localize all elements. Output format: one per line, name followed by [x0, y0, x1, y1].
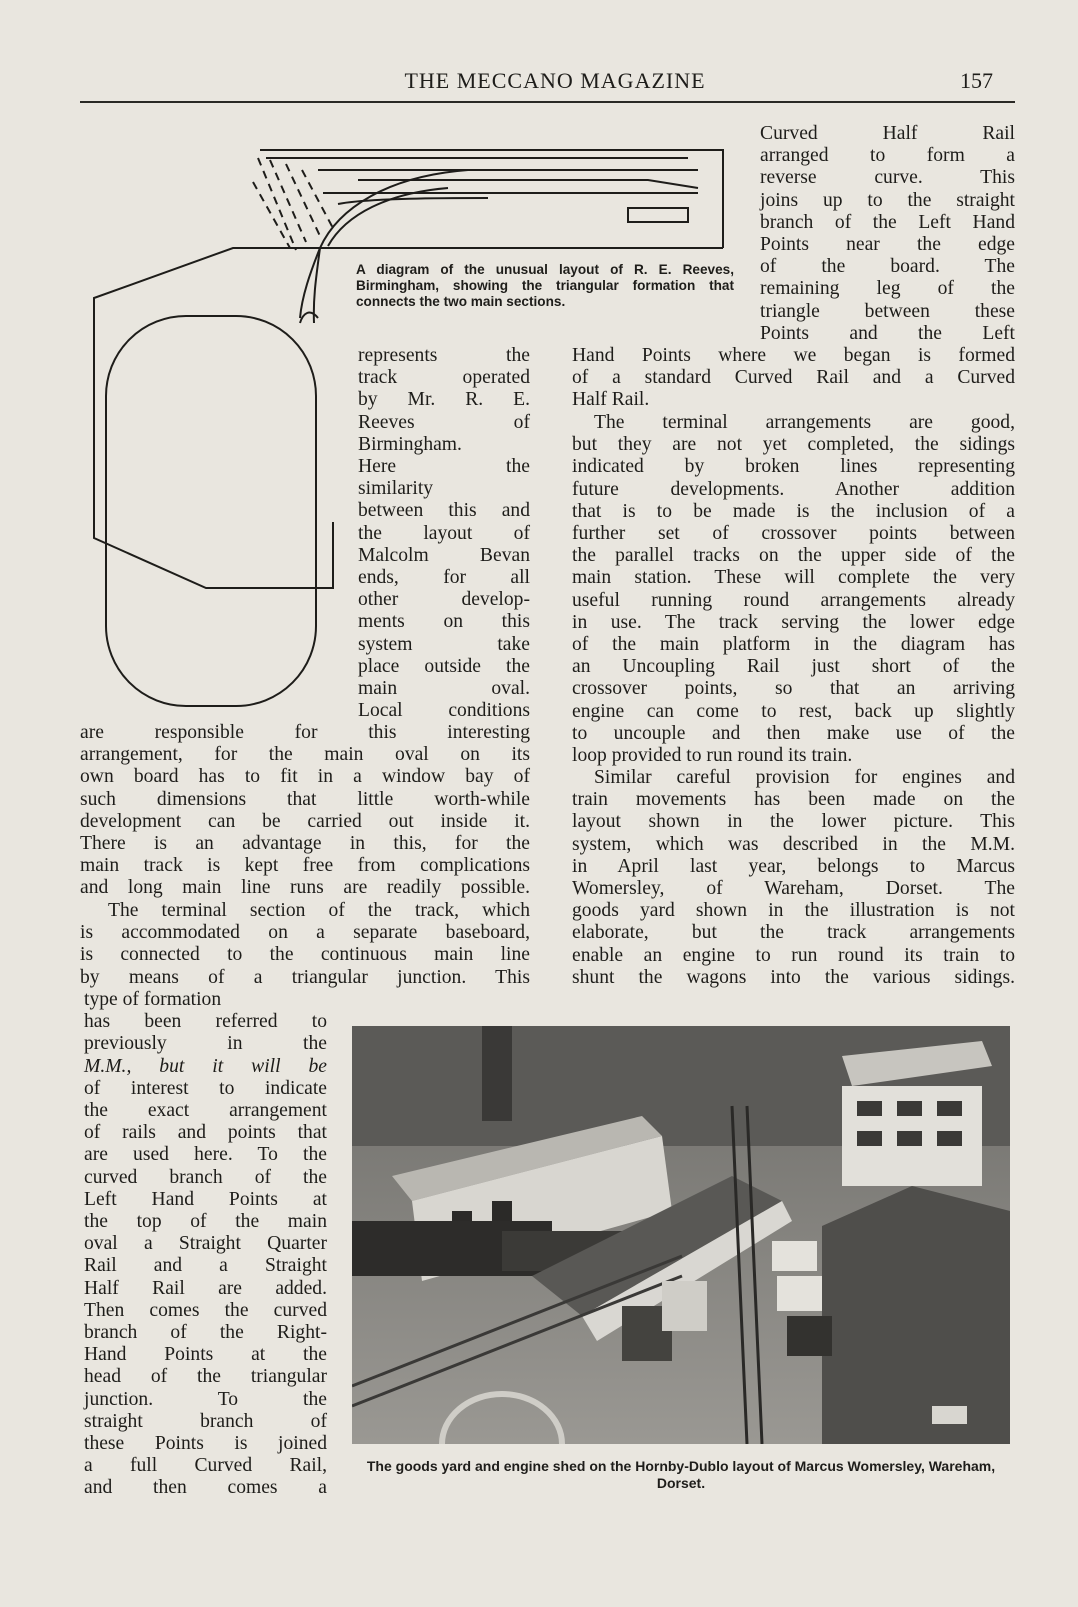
text-line: of interest to indicate	[84, 1077, 327, 1099]
approach-curve-2	[328, 188, 448, 246]
text-line: Hand Points where we began is formed	[572, 345, 1015, 366]
text-line: Here the	[358, 456, 530, 478]
text-line: Reeves of	[358, 411, 530, 433]
text-line: Points near the edge	[760, 234, 1015, 256]
text-line: The terminal section of the track, which	[108, 900, 530, 921]
text-line: Local conditions	[358, 700, 530, 722]
left-paragraph-1	[80, 722, 530, 900]
page-number: 157	[960, 68, 993, 93]
text-line: Left Hand Points at	[84, 1188, 327, 1210]
right-paragraph-3	[572, 767, 1015, 989]
text-line: is accommodated on a separate baseboard,	[80, 922, 530, 944]
text-line: Points and the Left	[760, 322, 1015, 344]
junction-leg-cross	[300, 313, 318, 323]
text-line: useful running round arrangements already	[572, 589, 1015, 611]
approach-curve-1	[320, 170, 468, 248]
text-line: head of the triangular	[84, 1366, 327, 1388]
text-line: ments on this	[358, 611, 530, 633]
text-line: further set of crossover points between	[572, 523, 1015, 545]
future-siding-3	[286, 164, 320, 236]
future-siding-4	[302, 170, 334, 230]
text-line: Curved Half Rail	[760, 123, 1015, 144]
text-line: layout shown in the lower picture. This	[572, 811, 1015, 833]
text-line: arrangement, for the main oval on its	[80, 744, 530, 766]
text-line: branch of the Right-	[84, 1322, 327, 1344]
left-paragraph-3	[84, 989, 327, 1500]
text-line: and then comes a	[84, 1477, 327, 1499]
text-line: goods yard shown in the illustration is not	[572, 900, 1015, 922]
text-line: has been referred to	[84, 1011, 327, 1033]
text-line: to uncouple and then make use of the	[572, 722, 1015, 744]
text-line: are used here. To the	[84, 1144, 327, 1166]
text-line: There is an advantage in this, for the	[80, 833, 530, 855]
text-line: curved branch of the	[84, 1166, 327, 1188]
text-line: arranged to form a	[760, 145, 1015, 167]
narrow-column	[358, 345, 530, 722]
text-line: of the board. The	[760, 256, 1015, 278]
text-line: main station. These will complete the very	[572, 567, 1015, 589]
text-line: M.M., but it will be	[84, 1055, 327, 1077]
text-line: of rails and points that	[84, 1122, 327, 1144]
text-line: but they are not yet completed, the sidings	[572, 434, 1015, 456]
platform-outline	[628, 208, 688, 222]
text-line: by Mr. R. E.	[358, 389, 530, 411]
text-line: the exact arrangement	[84, 1100, 327, 1122]
text-line: enable an engine to run round its train to	[572, 944, 1015, 966]
text-line: and long main line runs are readily possible.	[80, 877, 530, 899]
text-line: in April last year, belongs to Marcus	[572, 855, 1015, 877]
text-line: Half Rail.	[572, 389, 650, 411]
text-line: branch of the Left Hand	[760, 211, 1015, 233]
text-line: joins up to the straight	[760, 189, 1015, 211]
text-line: previously in the	[84, 1033, 327, 1055]
text-line: shunt the wagons into the various sidings.	[572, 966, 1015, 988]
text-line: crossover points, so that an arriving	[572, 678, 1015, 700]
text-line: Similar careful provision for engines and	[594, 767, 1015, 788]
text-line: main track is kept free from complications	[80, 855, 530, 877]
text-line: triangle between these	[760, 300, 1015, 322]
text-line: type of formation	[84, 989, 222, 1010]
text-line: Then comes the curved	[84, 1299, 327, 1321]
text-line: main oval.	[358, 678, 530, 700]
text-line: development can be carried out inside it.	[80, 810, 530, 832]
text-line: elaborate, but the track arrangements	[572, 922, 1015, 944]
photo-caption: The goods yard and engine shed on the Hornby-Dublo layout of Marcus Womersley, Wareham, Dorset.	[366, 1458, 996, 1491]
text-line: remaining leg of the	[760, 278, 1015, 300]
right-paragraph-2	[572, 412, 1015, 767]
text-line: loop provided to run round its train.	[572, 745, 853, 767]
diagram-caption: A diagram of the unusual layout of R. E. Reeves, Birmingham, showing the triangular formation that connects the two main sections.	[356, 262, 734, 309]
text-line: The terminal arrangements are good,	[594, 412, 1015, 433]
text-line: Hand Points at the	[84, 1344, 327, 1366]
text-line: such dimensions that little worth-while	[80, 788, 530, 810]
right-top-column	[760, 123, 1015, 345]
text-line: system, which was described in the M.M.	[572, 833, 1015, 855]
text-line: similarity	[358, 478, 434, 500]
text-line: future developments. Another addition	[572, 478, 1015, 500]
text-line: of the main platform in the diagram has	[572, 634, 1015, 656]
text-line: an Uncoupling Rail just short of the	[572, 656, 1015, 678]
text-line: system take	[358, 633, 530, 655]
text-line: represents the	[358, 345, 530, 366]
text-line: the parallel tracks on the upper side of the	[572, 545, 1015, 567]
junction-leg-left	[300, 248, 320, 318]
text-line: junction. To the	[84, 1388, 327, 1410]
text-line: these Points is joined	[84, 1433, 327, 1455]
header-rule	[80, 101, 1015, 103]
text-line: Womersley, of Wareham, Dorset. The	[572, 878, 1015, 900]
text-line: that is to be made is the inclusion of a	[572, 500, 1015, 522]
goods-yard-photo	[352, 1026, 1010, 1444]
text-line: the layout of	[358, 522, 530, 544]
text-line: is connected to the continuous main line	[80, 944, 530, 966]
text-line: by means of a triangular junction. This	[80, 966, 530, 988]
text-line: reverse curve. This	[760, 167, 1015, 189]
text-line: place outside the	[358, 655, 530, 677]
text-line: Half Rail are added.	[84, 1277, 327, 1299]
right-paragraph-1	[572, 345, 1015, 412]
text-line: own board has to fit in a window bay of	[80, 766, 530, 788]
text-line: Rail and a Straight	[84, 1255, 327, 1277]
text-line: indicated by broken lines representing	[572, 456, 1015, 478]
text-line: straight branch of	[84, 1410, 327, 1432]
text-line: in use. The track serving the lower edge	[572, 611, 1015, 633]
text-line: Birmingham.	[358, 433, 462, 455]
text-line: engine can come to rest, back up slightly	[572, 700, 1015, 722]
text-line: oval a Straight Quarter	[84, 1233, 327, 1255]
text-line: track operated	[358, 367, 530, 389]
text-line: Malcolm Bevan	[358, 544, 530, 566]
text-line: train movements has been made on the	[572, 789, 1015, 811]
left-paragraph-2	[80, 900, 530, 989]
magazine-title: THE MECCANO MAGAZINE	[404, 68, 706, 93]
text-line: a full Curved Rail,	[84, 1455, 327, 1477]
text-line: of a standard Curved Rail and a Curved	[572, 367, 1015, 389]
text-line: between this and	[358, 500, 530, 522]
text-line: the top of the main	[84, 1211, 327, 1233]
text-line: other develop-	[358, 589, 530, 611]
text-line: are responsible for this interesting	[80, 722, 530, 743]
main-oval-track	[106, 316, 316, 706]
text-line: ends, for all	[358, 567, 530, 589]
